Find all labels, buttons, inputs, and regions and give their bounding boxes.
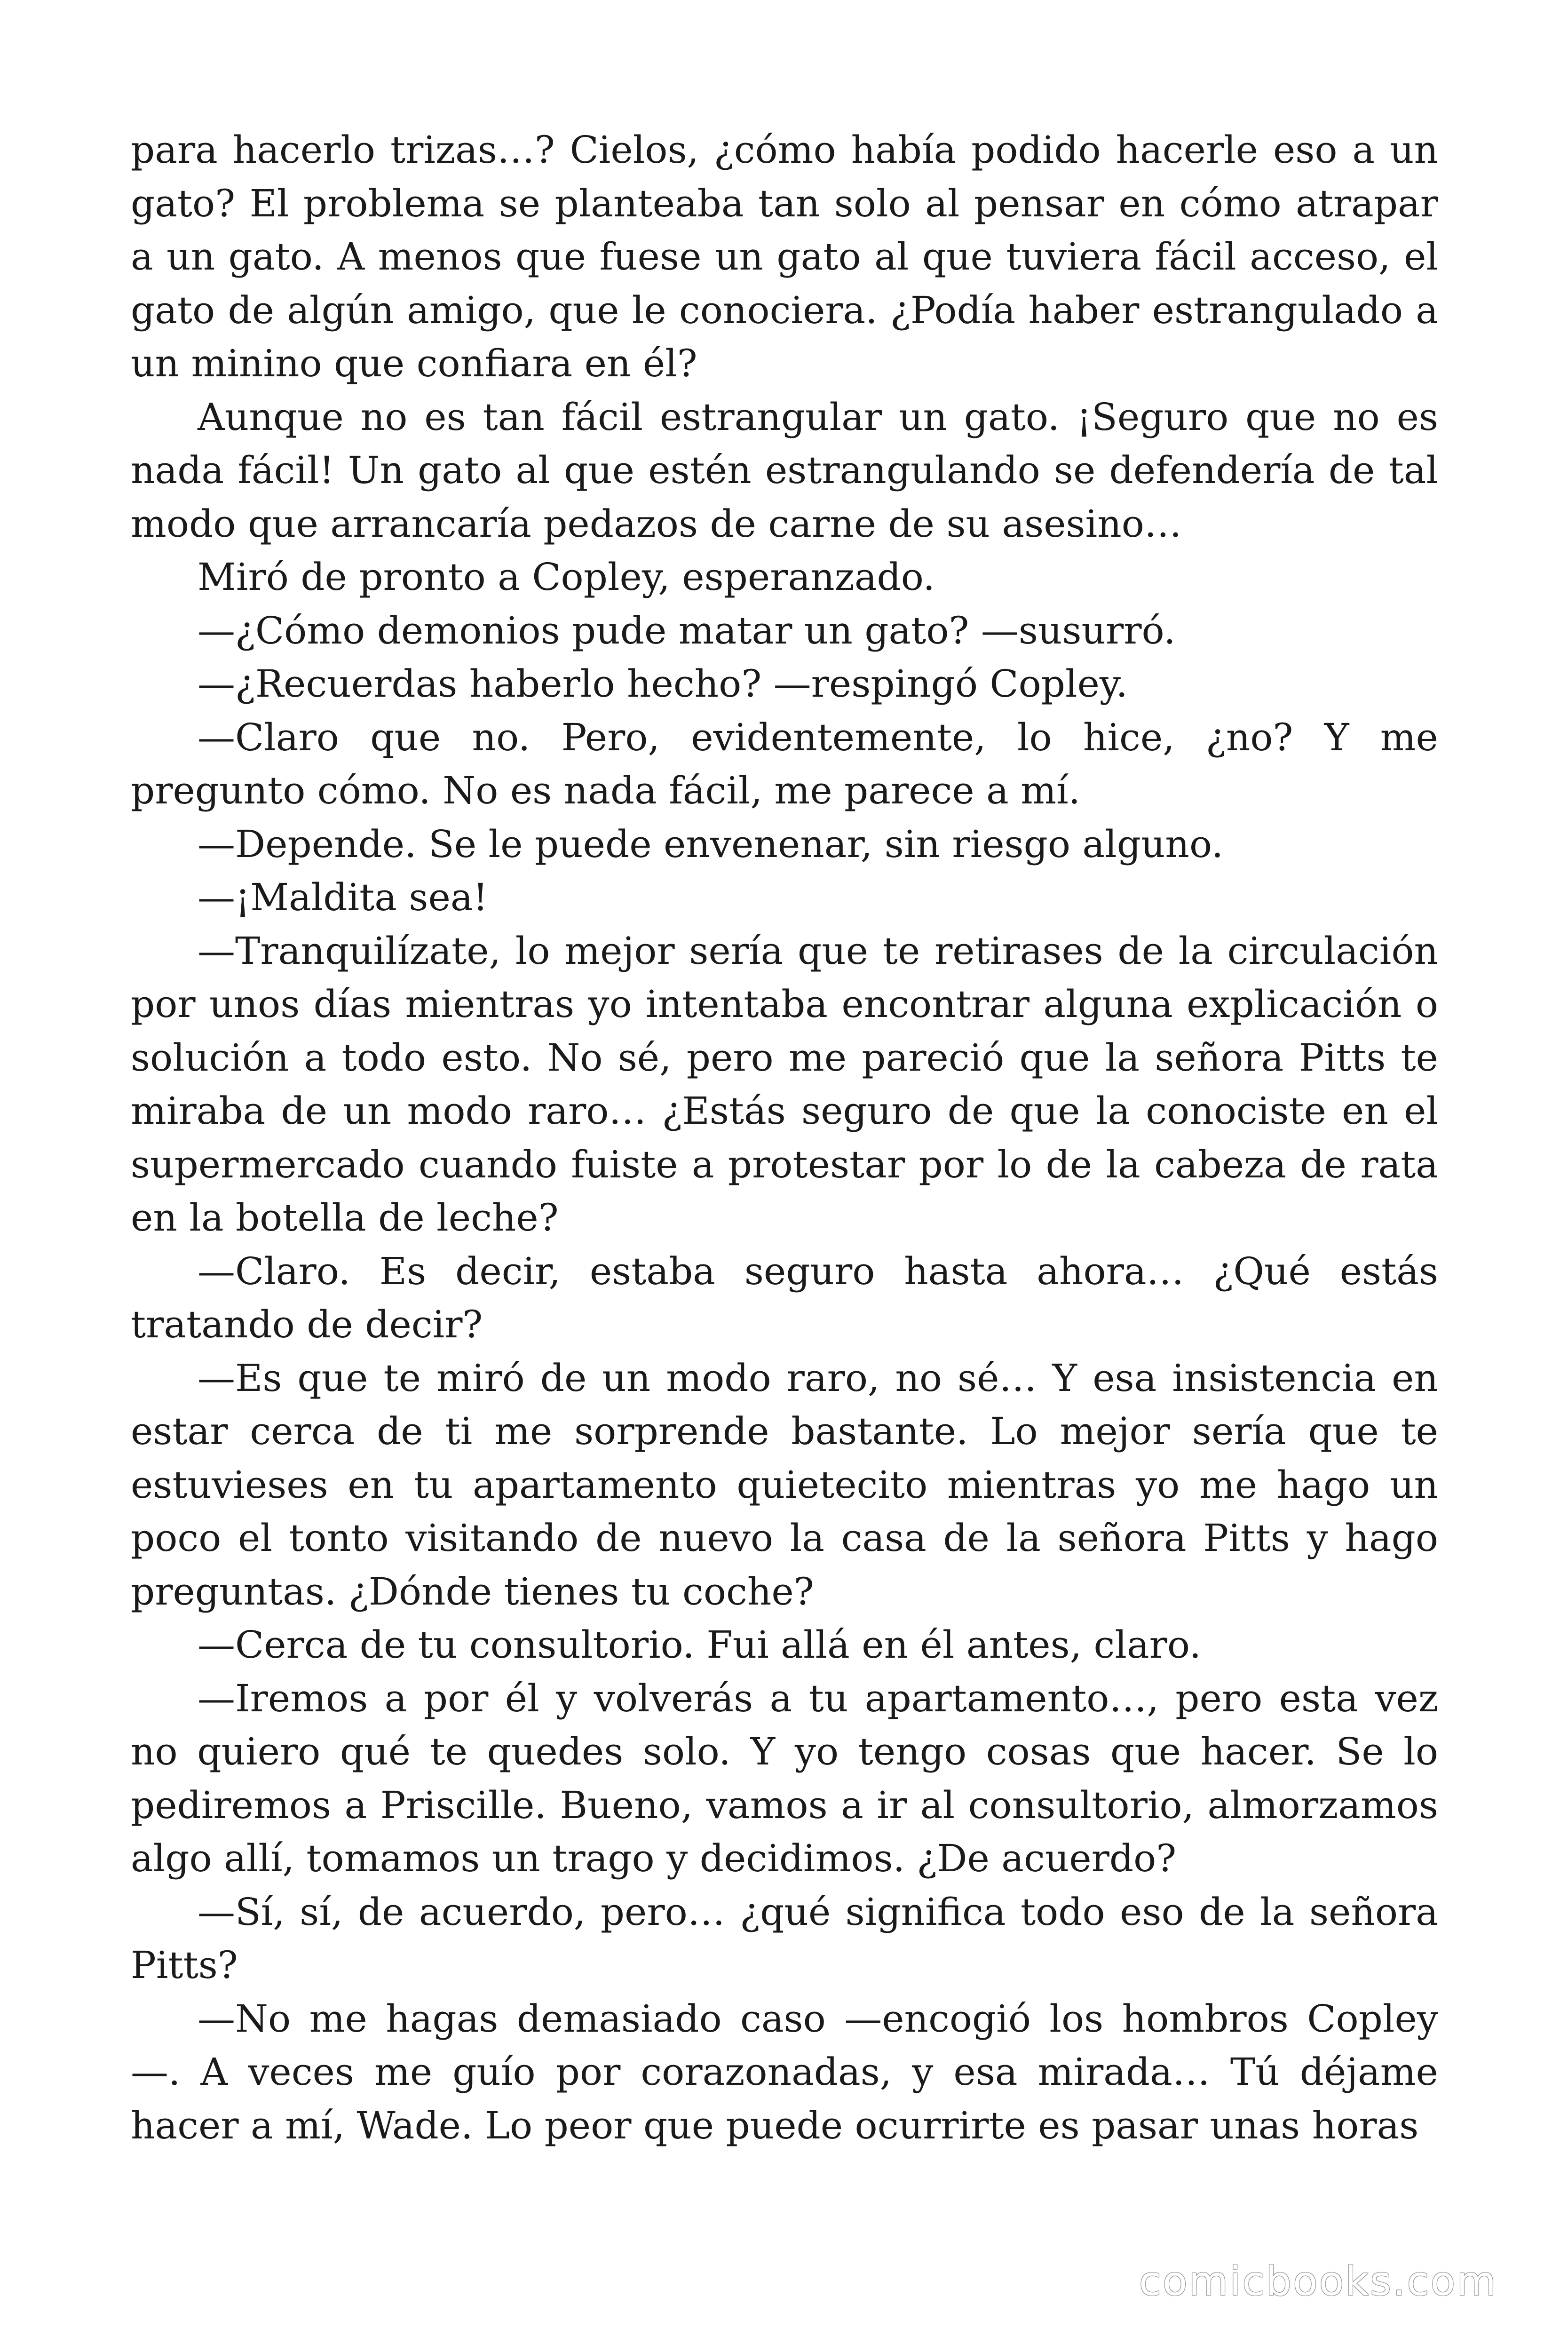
paragraph: —No me hagas demasiado caso —encogió los hombros Copley —. A veces me guío por corazonadas, y esa mirada… Tú déjame hacer a mí, Wade. Lo peor que puede ocurrirte es pasar unas horas: [131, 1996, 1438, 2147]
paragraph: —Es que te miró de un modo raro, no sé… Y esa insistencia en estar cerca de ti me sorprende bastante. Lo mejor sería que te estuvieses en tu apartamento quietecito mientras yo me hago un poco el tonto visitando de nuevo la casa de la señora Pitts y hago preguntas. ¿Dónde tienes tu coche?: [131, 1356, 1438, 1613]
paragraph: —¿Cómo demonios pude matar un gato? —susurró.: [198, 608, 1176, 652]
paragraph: —Claro. Es decir, estaba seguro hasta ahora… ¿Qué estás tratando de decir?: [131, 1249, 1438, 1346]
paragraph: para hacerlo trizas…? Cielos, ¿cómo había podido hacerle eso a un gato? El problema se planteaba tan solo al pensar en cómo atrapar a un gato. A menos que fuese un gato al que tuviera fácil acceso, el gato de algún amigo, que le conociera. ¿Podía haber estrangulado a un minino que confiara en él?: [131, 128, 1438, 385]
paragraph: —Claro que no. Pero, evidentemente, lo hice, ¿no? Y me pregunto cómo. No es nada fácil, me parece a mí.: [131, 715, 1438, 812]
paragraph: —Cerca de tu consultorio. Fui allá en él antes, claro.: [198, 1623, 1202, 1667]
body-text: [131, 123, 1438, 2152]
paragraph: Aunque no es tan fácil estrangular un gato. ¡Seguro que no es nada fácil! Un gato al que estén estrangulando se defendería de tal modo que arrancaría pedazos de carne de su asesino…: [131, 395, 1438, 546]
paragraph: —¿Recuerdas haberlo hecho? —respingó Copley.: [198, 662, 1128, 706]
paragraph: —Sí, sí, de acuerdo, pero… ¿qué significa todo eso de la señora Pitts?: [131, 1890, 1438, 1987]
paragraph: Miró de pronto a Copley, esperanzado.: [198, 555, 935, 599]
paragraph: —Iremos a por él y volverás a tu apartamento…, pero esta vez no quiero qué te quedes solo. Y yo tengo cosas que hacer. Se lo pediremos a Priscille. Bueno, vamos a ir al consultorio, almorzamos algo allí, tomamos un trago y decidimos. ¿De acuerdo?: [131, 1676, 1438, 1880]
paragraph: —¡Maldita sea!: [198, 875, 488, 919]
paragraph: —Tranquilízate, lo mejor sería que te retirases de la circulación por unos días mientras yo intentaba encontrar alguna explicación o solución a todo esto. No sé, pero me pareció que la señora Pitts te miraba de un modo raro… ¿Estás seguro de que la conociste en el supermercado cuando fuiste a protestar por lo de la cabeza de rata en la botella de leche?: [131, 929, 1438, 1240]
watermark: comicbooks.com: [1139, 2258, 1497, 2305]
paragraph: —Depende. Se le puede envenenar, sin riesgo alguno.: [198, 822, 1224, 866]
